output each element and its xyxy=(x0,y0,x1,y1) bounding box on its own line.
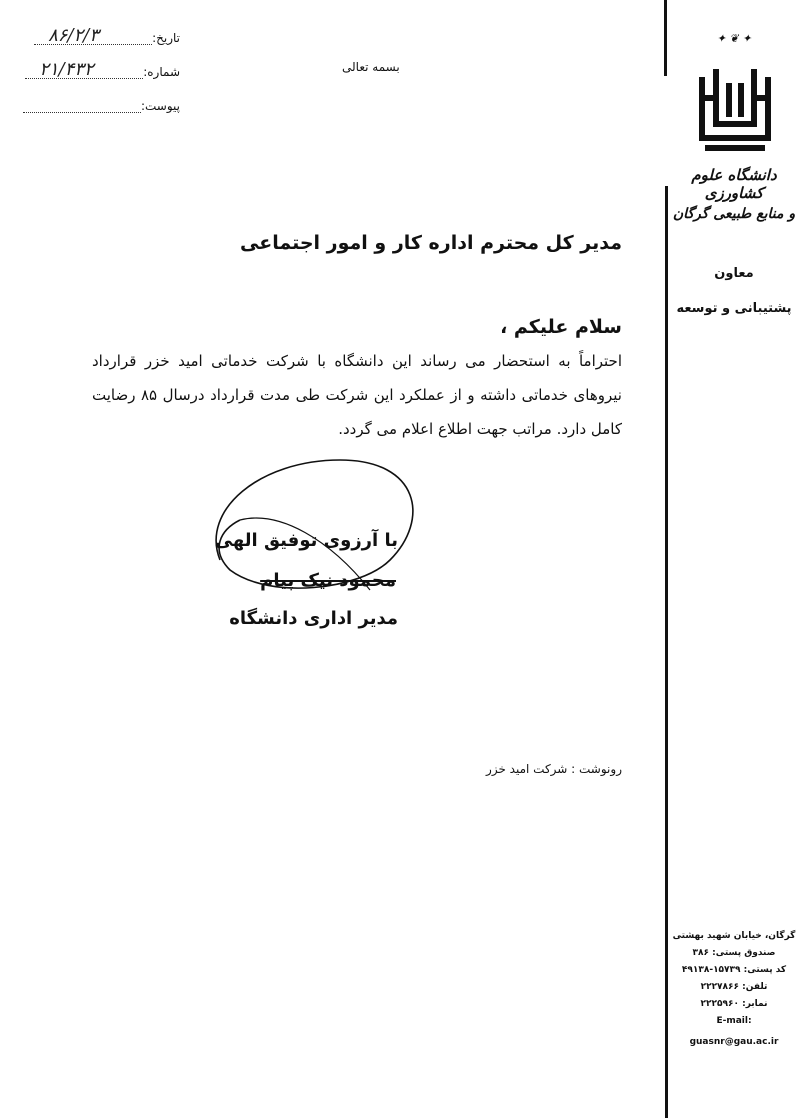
attachment-field xyxy=(23,98,180,113)
number-handwritten: ۲۱/۴۳۲ xyxy=(39,59,94,80)
number-field xyxy=(25,59,180,80)
number-line xyxy=(25,59,143,80)
university-logo-icon xyxy=(694,68,776,152)
signature-stroke xyxy=(200,450,430,600)
attachment-line xyxy=(23,98,141,113)
email-address: guasnr@gau.ac.ir xyxy=(689,1037,779,1047)
date-field xyxy=(34,25,180,46)
po-box-line: صندوق پستی: ۳۸۶ xyxy=(692,948,776,958)
greeting: سلام علیکم ، xyxy=(500,316,622,338)
university-name-line2: و منابع طبیعی گرگان xyxy=(672,206,796,222)
basmala: بسمه تعالی xyxy=(342,60,400,74)
letter-body: احتراماً به استحضار می رساند این دانشگاه با شرکت خدماتی امید خزر قرارداد نیروهای خدماتی داشته و از عملکرد این شرکت طی مدت قرارداد درسال ۸۵ رضایت کامل دارد. مراتب جهت اطلاع اعلام می گردد. xyxy=(92,352,622,438)
university-name-line1: دانشگاه علوم کشاورزی xyxy=(691,166,777,202)
email-label: E-mail: xyxy=(716,1016,752,1026)
phone-line: تلفن: ۲۲۲۷۸۶۶ xyxy=(700,982,768,992)
address-line: گرگان، خیابان شهید بهشتی xyxy=(672,931,796,941)
carbon-copy: رونوشت : شرکت امید خزر xyxy=(486,762,622,776)
date-line xyxy=(34,25,152,46)
date-handwritten: ۸۶/۲/۳ xyxy=(48,25,99,46)
postal-code-line: کد پستی: ۱۵۷۳۹-۴۹۱۳۸ xyxy=(681,965,787,975)
sidebar-divider-top xyxy=(664,0,667,76)
fax-line: نمابر: ۲۲۲۵۹۶۰ xyxy=(700,999,768,1009)
recipient-line: مدیر کل محترم اداره کار و امور اجتماعی xyxy=(240,232,622,254)
attachment-label: پیوست: xyxy=(140,99,180,113)
closing-phrase: با آرزوی توفیق الهی xyxy=(214,530,398,551)
department-subtitle: پشتیبانی و توسعه xyxy=(676,301,792,316)
date-label: تاریخ: xyxy=(152,31,180,45)
address-block xyxy=(672,928,796,1051)
signatory-title: مدیر اداری دانشگاه xyxy=(229,608,398,629)
department-title: معاون xyxy=(714,266,754,281)
signatory-name: محمود نیک پیام xyxy=(260,570,396,591)
letterhead-calligraphy: ✦ ❦ ✦ xyxy=(716,32,752,45)
number-label: شماره: xyxy=(143,65,180,79)
